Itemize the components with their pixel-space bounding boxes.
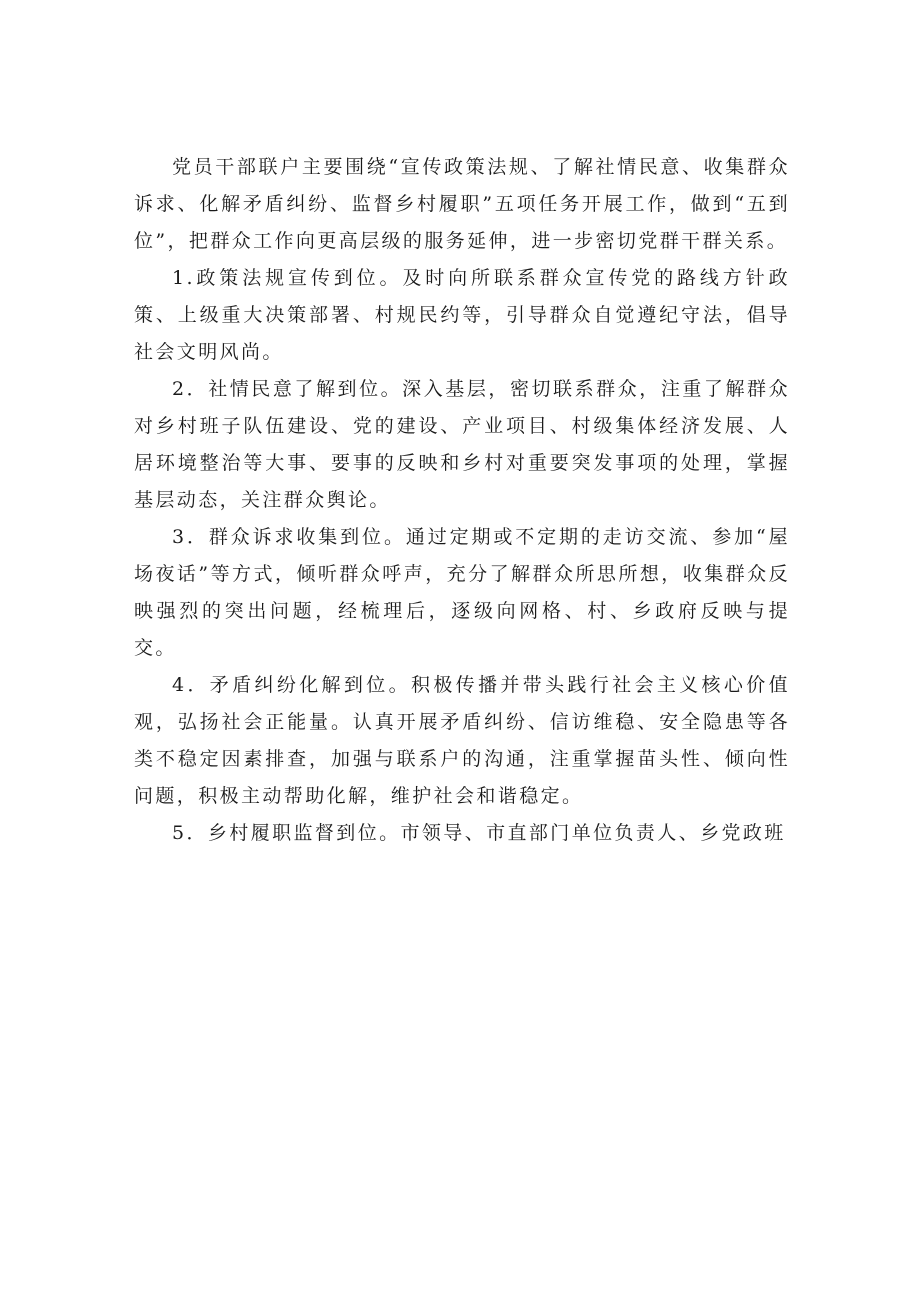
item-4-dispute-resolution: 4．矛盾纠纷化解到位。积极传播并带头践行社会主义核心价值观，弘扬社会正能量。认真开展矛盾纠纷、信访维稳、安全隐患等各类不稳定因素排查，加强与联系户的沟通，注重掌握苗头性、倾向性问题，积极主动帮助化解，维护社会和谐稳定。 xyxy=(134,674,790,807)
item-1-policy-publicity: 1.政策法规宣传到位。及时向所联系群众宣传党的路线方针政策、上级重大决策部署、村规民约等，引导群众自觉遵纪守法，倡导社会文明风尚。 xyxy=(134,267,790,363)
item-3-demand-collection: 3．群众诉求收集到位。通过定期或不定期的走访交流、参加“屋场夜话”等方式，倾听群众呼声，充分了解群众所思所想，收集群众反映强烈的突出问题，经梳理后，逐级向网格、村、乡政府反映与提交。 xyxy=(134,526,790,659)
document-body xyxy=(134,149,790,852)
item-2-public-opinion: 2．社情民意了解到位。深入基层，密切联系群众，注重了解群众对乡村班子队伍建设、党的建设、产业项目、村级集体经济发展、人居环境整治等大事、要事的反映和乡村对重要突发事项的处理，掌握基层动态，关注群众舆论。 xyxy=(134,378,790,511)
intro-paragraph: 党员干部联户主要围绕“宣传政策法规、了解社情民意、收集群众诉求、化解矛盾纠纷、监督乡村履职”五项任务开展工作，做到“五到位”，把群众工作向更高层级的服务延伸，进一步密切党群干群关系。 xyxy=(134,156,790,252)
item-5-performance-supervision: 5．乡村履职监督到位。市领导、市直部门单位负责人、乡党政班 xyxy=(172,822,786,844)
